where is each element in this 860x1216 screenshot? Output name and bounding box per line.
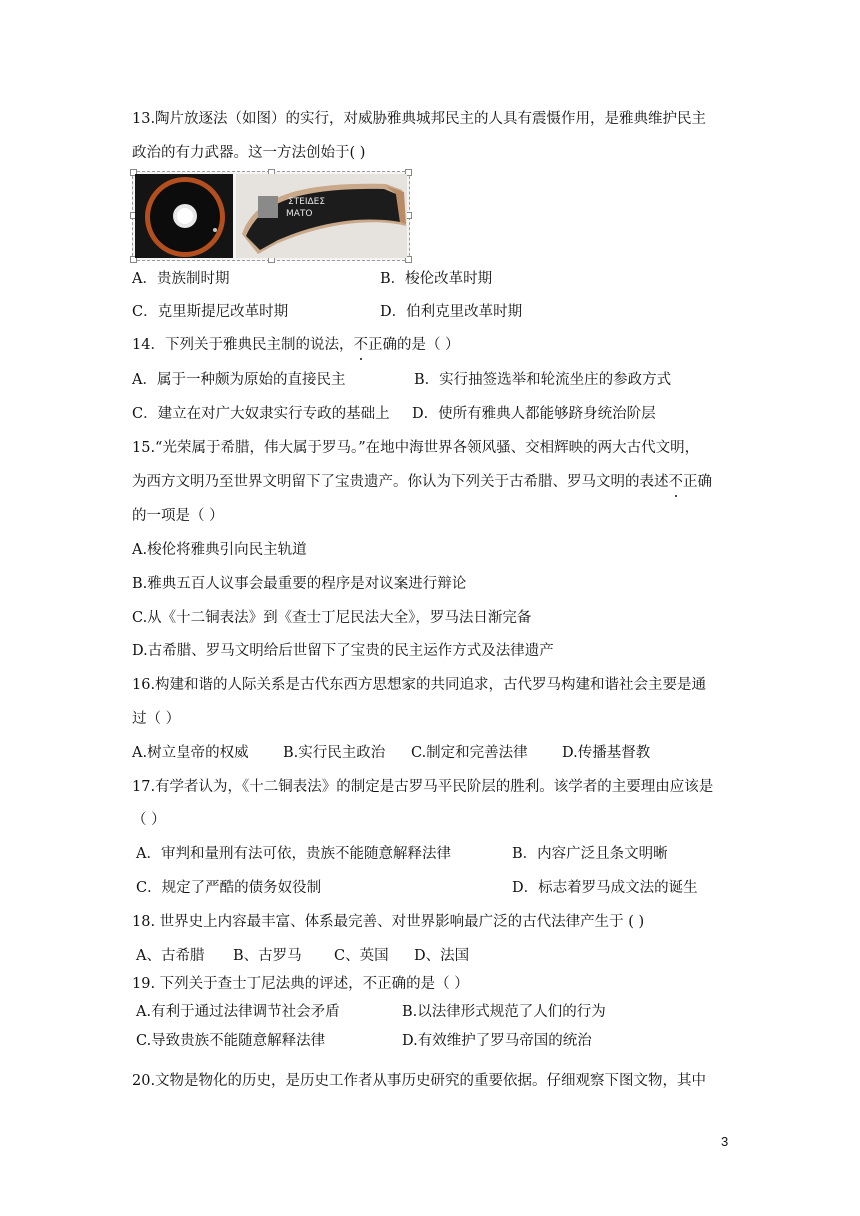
q16-option-b: B.实行民主政治 [283,745,386,761]
q14-emphasis-char: 不 [353,337,368,353]
q14-option-b: B．实行抽签选举和轮流坐庄的参政方式 [414,372,672,388]
svg-text:ΜΑΤΟ: ΜΑΤΟ [286,209,313,219]
black-disc-image [135,174,233,258]
q18-option-c: C、英国 [334,948,389,964]
ostracon-figure[interactable] [132,171,410,261]
q15-stem-line3: 的一项是（ ） [132,508,224,524]
svg-text:ΣΤΕΙΔΕΣ: ΣΤΕΙΔΕΣ [288,197,326,207]
q15-stem-line2-pre: 为西方文明乃至世界文明留下了宝贵遗产。你认为下列关于古希腊、罗马文明的表述 [132,474,669,490]
q14-option-c: C．建立在对广大奴隶实行专政的基础上 [132,406,390,422]
q19-stem: 19. 下列关于查士丁尼法典的评述，不正确的是（ ） [132,976,469,992]
q16-option-d: D.传播基督教 [562,745,651,761]
q14-option-a: A．属于一种颇为原始的直接民主 [132,372,346,388]
q16-stem-line1: 16.构建和谐的人际关系是古代东西方思想家的共同追求，古代罗马构建和谐社会主要是通 [132,677,707,693]
q20-stem-line1: 20.文物是物化的历史，是历史工作者从事历史研究的重要依据。仔细观察下图文物，其中 [132,1073,707,1089]
ostracon-shard-image [236,174,407,258]
q15-option-c: C.从《十二铜表法》到《查士丁尼民法大全》，罗马法日渐完备 [132,610,532,626]
q15-option-b: B.雅典五百人议事会最重要的程序是对议案进行辩论 [132,576,467,592]
disc-svg [135,174,233,258]
q13-stem-line2: 政治的有力武器。这一方法创始于( ) [132,145,366,161]
q19-option-b: B.以法律形式规范了人们的行为 [402,1004,606,1020]
q14-stem [132,335,460,355]
q13-option-b: B．梭伦改革时期 [380,271,493,287]
q17-stem-line1: 17.有学者认为，《十二铜表法》的制定是古罗马平民阶层的胜利。该学者的主要理由应该是 [132,779,714,795]
q17-option-b: B．内容广泛且条文明晰 [512,846,668,862]
q15-option-d: D.古希腊、罗马文明给后世留下了宝贵的民主运作方式及法律遗产 [132,643,554,659]
q16-stem-line2: 过（ ） [132,711,181,727]
page-number: 3 [721,1134,729,1149]
q18-stem: 18. 世界史上内容最丰富、体系最完善、对世界影响最广泛的古代法律产生于 ( ) [132,914,645,930]
q16-option-a: A.树立皇帝的权威 [132,745,249,761]
q18-option-b: B、古罗马 [233,948,302,964]
q19-option-a: A.有利于通过法律调节社会矛盾 [136,1004,340,1020]
q17-option-a: A．审判和量刑有法可依，贵族不能随意解释法律 [136,846,451,862]
q15-emphasis-char: 不 [668,474,683,490]
q15-stem-line2 [132,472,712,492]
q15-stem-line1: 15.“光荣属于希腊，伟大属于罗马。”在地中海世界各领风骚、交相辉映的两大古代文明， [132,440,700,456]
q13-option-d: D．伯利克里改革时期 [380,304,523,320]
q19-option-d: D.有效维护了罗马帝国的统治 [402,1033,592,1049]
q14-option-d: D．使所有雅典人都能够跻身统治阶层 [412,406,656,422]
q13-stem-line1: 13.陶片放逐法（如图）的实行，对威胁雅典城邦民主的人具有震慑作用，是雅典维护民主 [132,111,707,127]
q18-option-d: D、法国 [414,948,470,964]
q17-option-d: D．标志着罗马成文法的诞生 [512,880,698,896]
q13-option-c: C．克里斯提尼改革时期 [132,304,289,320]
q14-stem-post: 正确的是（ ） [367,337,460,353]
q16-option-c: C.制定和完善法律 [411,745,528,761]
q18-option-a: A、古希腊 [136,948,205,964]
q15-stem-line2-post: 正确 [683,474,712,490]
q13-option-a: A．贵族制时期 [132,271,230,287]
q17-option-c: C．规定了严酷的债务奴役制 [136,880,322,896]
q19-option-c: C.导致贵族不能随意解释法律 [136,1033,326,1049]
q17-stem-line2: （ ） [132,812,166,828]
shard-svg [236,174,407,258]
q15-option-a: A.梭伦将雅典引向民主轨道 [132,542,307,558]
q14-stem-pre: 14．下列关于雅典民主制的说法， [132,337,354,353]
